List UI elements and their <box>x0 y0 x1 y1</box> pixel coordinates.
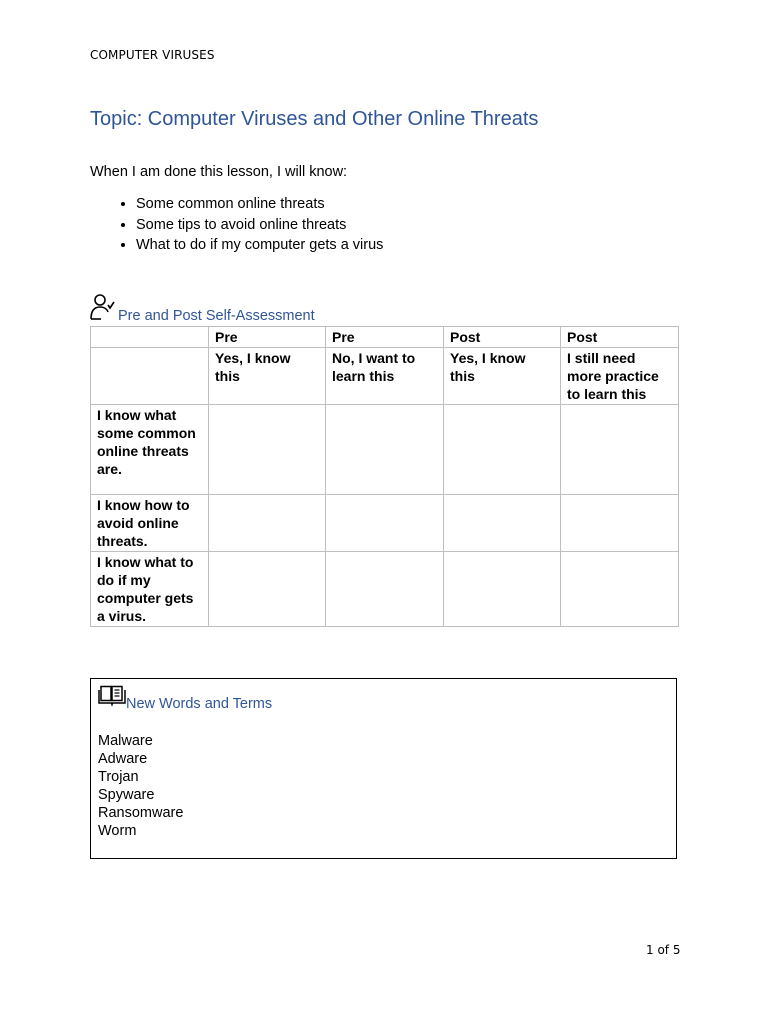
term-item: Worm <box>98 823 137 839</box>
response-cell[interactable] <box>326 405 444 495</box>
person-check-icon <box>90 293 116 326</box>
statement-cell: I know what to do if my computer gets a virus. <box>91 552 209 627</box>
response-cell[interactable] <box>326 495 444 552</box>
term-item: Adware <box>98 751 148 767</box>
response-cell[interactable] <box>209 495 326 552</box>
table-row <box>91 327 679 348</box>
column-choice-header: No, I want to learn this <box>326 348 444 405</box>
response-cell[interactable] <box>326 552 444 627</box>
statement-cell: I know how to avoid online threats. <box>91 495 209 552</box>
term-item: Spyware <box>98 787 155 803</box>
intro-text: When I am done this lesson, I will know: <box>90 164 348 180</box>
learning-goal: • Some common online threats <box>136 194 383 215</box>
new-words-box <box>90 678 677 859</box>
column-phase-header: Pre <box>209 327 326 348</box>
terms-list <box>98 732 183 840</box>
response-cell[interactable] <box>444 552 561 627</box>
self-assessment-table <box>90 326 679 627</box>
response-cell[interactable] <box>209 552 326 627</box>
term-item: Ransomware <box>98 805 184 821</box>
table-row <box>91 552 679 627</box>
column-phase-header: Pre <box>326 327 444 348</box>
statement-cell: I know what some common online threats are. <box>91 405 209 495</box>
table-row <box>91 405 679 495</box>
table-cell <box>91 348 209 405</box>
table-cell <box>91 327 209 348</box>
self-assessment-title: Pre and Post Self-Assessment <box>118 308 315 324</box>
response-cell[interactable] <box>561 552 679 627</box>
term-item: Trojan <box>98 769 139 785</box>
book-icon <box>98 685 126 712</box>
response-cell[interactable] <box>444 405 561 495</box>
response-cell[interactable] <box>561 495 679 552</box>
response-cell[interactable] <box>561 405 679 495</box>
learning-goals-list <box>112 194 383 256</box>
column-phase-header: Post <box>561 327 679 348</box>
topic-title: Topic: Computer Viruses and Other Online Threats <box>90 108 539 130</box>
term-item: Malware <box>98 733 153 749</box>
learning-goal: • What to do if my computer gets a virus <box>136 235 383 256</box>
column-phase-header: Post <box>444 327 561 348</box>
new-words-title: New Words and Terms <box>126 696 273 712</box>
new-words-heading <box>98 685 272 712</box>
column-choice-header: I still need more practice to learn this <box>561 348 679 405</box>
learning-goal: • Some tips to avoid online threats <box>136 215 383 236</box>
response-cell[interactable] <box>209 405 326 495</box>
page-number: 1 of 5 <box>646 943 681 957</box>
response-cell[interactable] <box>444 495 561 552</box>
running-header: COMPUTER VIRUSES <box>90 48 215 62</box>
column-choice-header: Yes, I know this <box>444 348 561 405</box>
table-row <box>91 495 679 552</box>
self-assessment-heading <box>90 294 315 326</box>
table-row <box>91 348 679 405</box>
column-choice-header: Yes, I know this <box>209 348 326 405</box>
